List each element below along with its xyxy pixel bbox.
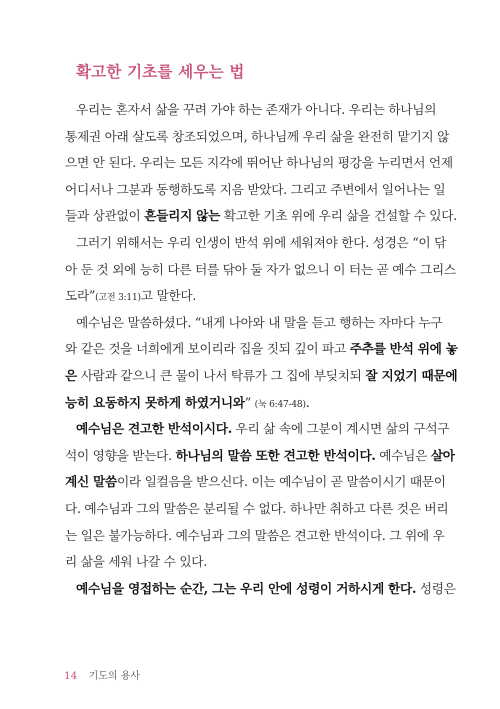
text-line bbox=[65, 150, 453, 177]
text-segment: 와 같은 것을 너희에게 보이리라 집을 짓되 깊이 파고 bbox=[65, 341, 350, 357]
page-footer bbox=[64, 667, 140, 682]
text-line bbox=[65, 549, 431, 576]
text-segment: 리 삶을 세워 나갈 수 있다. bbox=[65, 554, 207, 570]
text-line bbox=[65, 336, 458, 363]
bold-text: 예수님은 견고한 반석이시다. bbox=[76, 421, 232, 437]
text-segment: 는 일은 불가능하다. 예수님과 그의 말씀은 견고한 반석이다. 그 위에 우 bbox=[65, 527, 445, 543]
text-segment: 우리 삶 속에 그분이 계시면 삶의 구석구 bbox=[231, 421, 450, 437]
text-line bbox=[65, 283, 431, 310]
bold-text: 살아 bbox=[430, 447, 455, 463]
page-number: 14 bbox=[64, 670, 78, 682]
text-segment: 성령은 bbox=[416, 580, 456, 596]
text-line bbox=[65, 390, 431, 417]
text-segment: 우리는 혼자서 삶을 꾸려 가야 하는 존재가 아니다. 우리는 하나님의 bbox=[76, 102, 437, 117]
text-line bbox=[65, 203, 457, 230]
text-segment: 다. 예수님과 그의 말씀은 분리될 수 없다. 하나만 취하고 다른 것은 버리 bbox=[65, 500, 449, 516]
text-segment: 예수님은 bbox=[375, 447, 431, 463]
text-segment: . bbox=[305, 394, 310, 410]
bold-text: 하나님의 말씀 또한 견고한 반석이다. bbox=[175, 447, 376, 463]
text-segment: 아 둔 것 외에 능히 다른 터를 닦아 둘 자가 없으니 이 터는 곧 예수 그리스 bbox=[65, 261, 456, 277]
text-line bbox=[65, 416, 450, 443]
text-segment: 예수님은 말씀하셨다. “내게 나아와 내 말을 듣고 행하는 자마다 누구 bbox=[76, 314, 443, 330]
bold-text: 은 bbox=[65, 367, 77, 383]
bold-text: 흔들리지 않는 bbox=[144, 208, 221, 224]
text-segment: 통제권 아래 살도록 창조되었으며, 하나님께 우리 삶을 완전히 맡기지 않 bbox=[65, 128, 450, 144]
text-line bbox=[65, 97, 437, 124]
bold-text: 주추를 반석 위에 놓 bbox=[349, 341, 458, 357]
book-title: 기도의 용사 bbox=[88, 671, 141, 682]
text-segment: 고 말한다. bbox=[140, 288, 197, 304]
text-line bbox=[65, 443, 455, 470]
text-line bbox=[65, 310, 443, 337]
text-line bbox=[65, 496, 449, 523]
text-segment: 으면 안 된다. 우리는 모든 지각에 뛰어난 하나님의 평강을 누리면서 언제 bbox=[65, 155, 453, 171]
scripture-reference: (고전 3:11) bbox=[95, 293, 141, 304]
body-text bbox=[65, 97, 458, 602]
section-title: 확고한 기초를 세우는 법 bbox=[76, 63, 245, 81]
text-line bbox=[65, 576, 456, 603]
text-segment: 확고한 기초 위에 우리 삶을 건설할 수 있다. bbox=[220, 208, 457, 224]
text-segment: 사람과 같으니 큰 물이 나서 탁류가 그 집에 부딪치되 bbox=[76, 367, 366, 383]
text-segment: 석이 영향을 받는다. bbox=[65, 447, 176, 463]
text-segment: 도라” bbox=[65, 288, 96, 304]
text-line bbox=[65, 257, 456, 284]
text-line bbox=[65, 523, 445, 550]
text-line bbox=[65, 124, 450, 151]
text-line bbox=[65, 363, 458, 390]
text-segment: 들과 상관없이 bbox=[65, 208, 145, 224]
text-line bbox=[65, 177, 446, 204]
text-segment: 어디서나 그분과 동행하도록 지음 받았다. 그리고 주변에서 일어나는 일 bbox=[65, 181, 446, 197]
bold-text: 능히 요동하지 못하게 하였거니와 bbox=[65, 394, 245, 410]
scripture-reference: (눅 6:47-48) bbox=[254, 399, 306, 410]
text-segment: ” bbox=[244, 394, 255, 410]
text-line bbox=[65, 469, 446, 496]
bold-text: 예수님을 영접하는 순간, 그는 우리 안에 성령이 거하시게 한다. bbox=[76, 580, 417, 596]
bold-text: 계신 말씀 bbox=[65, 474, 117, 490]
bold-text: 잘 지었기 때문에 bbox=[365, 367, 458, 383]
text-segment: 그러기 위해서는 우리 인생이 반석 위에 세워져야 한다. 성경은 “이 닦 bbox=[76, 234, 447, 250]
text-segment: 이라 일컬음을 받으신다. 이는 예수님이 곧 말씀이시기 때문이 bbox=[116, 474, 446, 490]
text-line bbox=[65, 230, 447, 257]
